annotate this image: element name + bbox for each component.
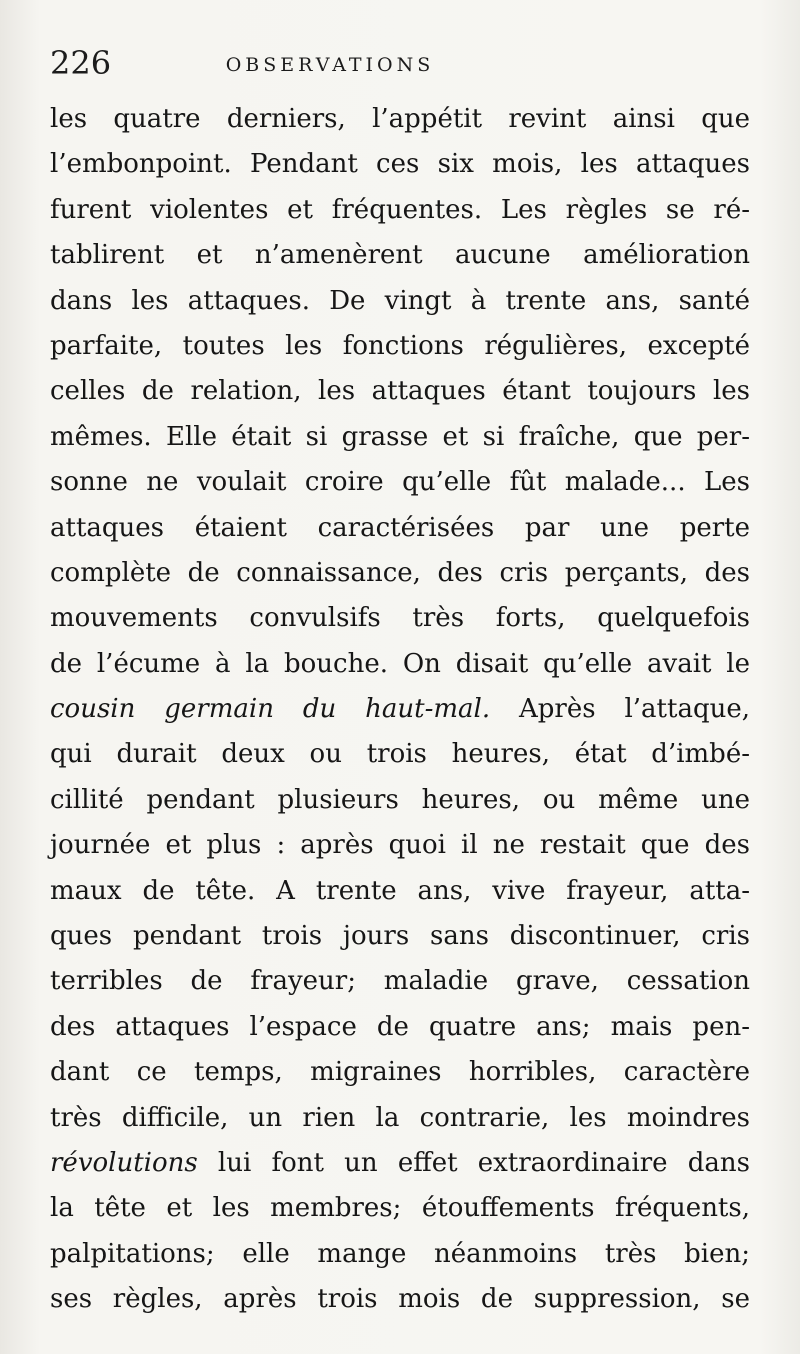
text-span: Après l’attaque, (490, 694, 750, 725)
text-line: dans les attaques. De vingt à trente ans, santé (50, 285, 750, 316)
text-line-mixed (50, 687, 750, 732)
text-line: qui durait deux ou trois heures, état d’imbé- (50, 739, 750, 770)
italic-word: révolutions (50, 1147, 198, 1178)
text-line: parfaite, toutes les fonctions régulières, excepté (50, 330, 750, 361)
italic-phrase: cousin germain du haut-mal. (50, 694, 491, 725)
running-head: OBSERVATIONS (225, 54, 435, 76)
text-line: l’embonpoint. Pendant ces six mois, les attaques (50, 149, 750, 180)
text-line: journée et plus : après quoi il ne restait que des (50, 830, 750, 861)
text-line: complète de connaissance, des cris perçants, des (50, 557, 750, 588)
body-text (50, 97, 750, 1323)
text-line: celles de relation, les attaques étant toujours les (50, 376, 750, 407)
text-line: maux de tête. A trente ans, vive frayeur, atta- (50, 875, 750, 906)
text-span: lui font un effet extraordinaire dans (197, 1147, 750, 1178)
text-line: les quatre derniers, l’appétit revint ainsi que (50, 104, 750, 134)
page-header (50, 44, 750, 84)
text-line: sonne ne voulait croire qu’elle fût malade... Les (50, 467, 750, 498)
text-line: cillité pendant plusieurs heures, ou même une (50, 784, 750, 815)
text-line: mêmes. Elle était si grasse et si fraîche, que per- (50, 421, 750, 452)
text-line: terribles de frayeur; maladie grave, cessation (50, 966, 750, 997)
text-line: mouvements convulsifs très forts, quelquefois (50, 603, 750, 634)
text-line: la tête et les membres; étouffements fréquents, (50, 1193, 750, 1224)
text-line: dant ce temps, migraines horribles, caractère (50, 1057, 750, 1088)
text-line: ques pendant trois jours sans discontinuer, cris (50, 921, 750, 952)
text-line: palpitations; elle mange néanmoins très bien; (50, 1238, 750, 1269)
text-line: tablirent et n’amenèrent aucune amélioration (50, 240, 750, 271)
text-line: très difficile, un rien la contrarie, les moindres (50, 1102, 750, 1133)
text-line: des attaques l’espace de quatre ans; mais pen- (50, 1011, 750, 1042)
text-line: attaques étaient caractérisées par une perte (50, 512, 750, 543)
text-line-mixed (50, 1141, 750, 1186)
text-line: de l’écume à la bouche. On disait qu’elle avait le (50, 648, 750, 679)
page-number: 226 (50, 44, 112, 82)
text-line: ses règles, après trois mois de suppression, se (50, 1284, 750, 1315)
text-line: furent violentes et fréquentes. Les règles se ré- (50, 194, 750, 225)
